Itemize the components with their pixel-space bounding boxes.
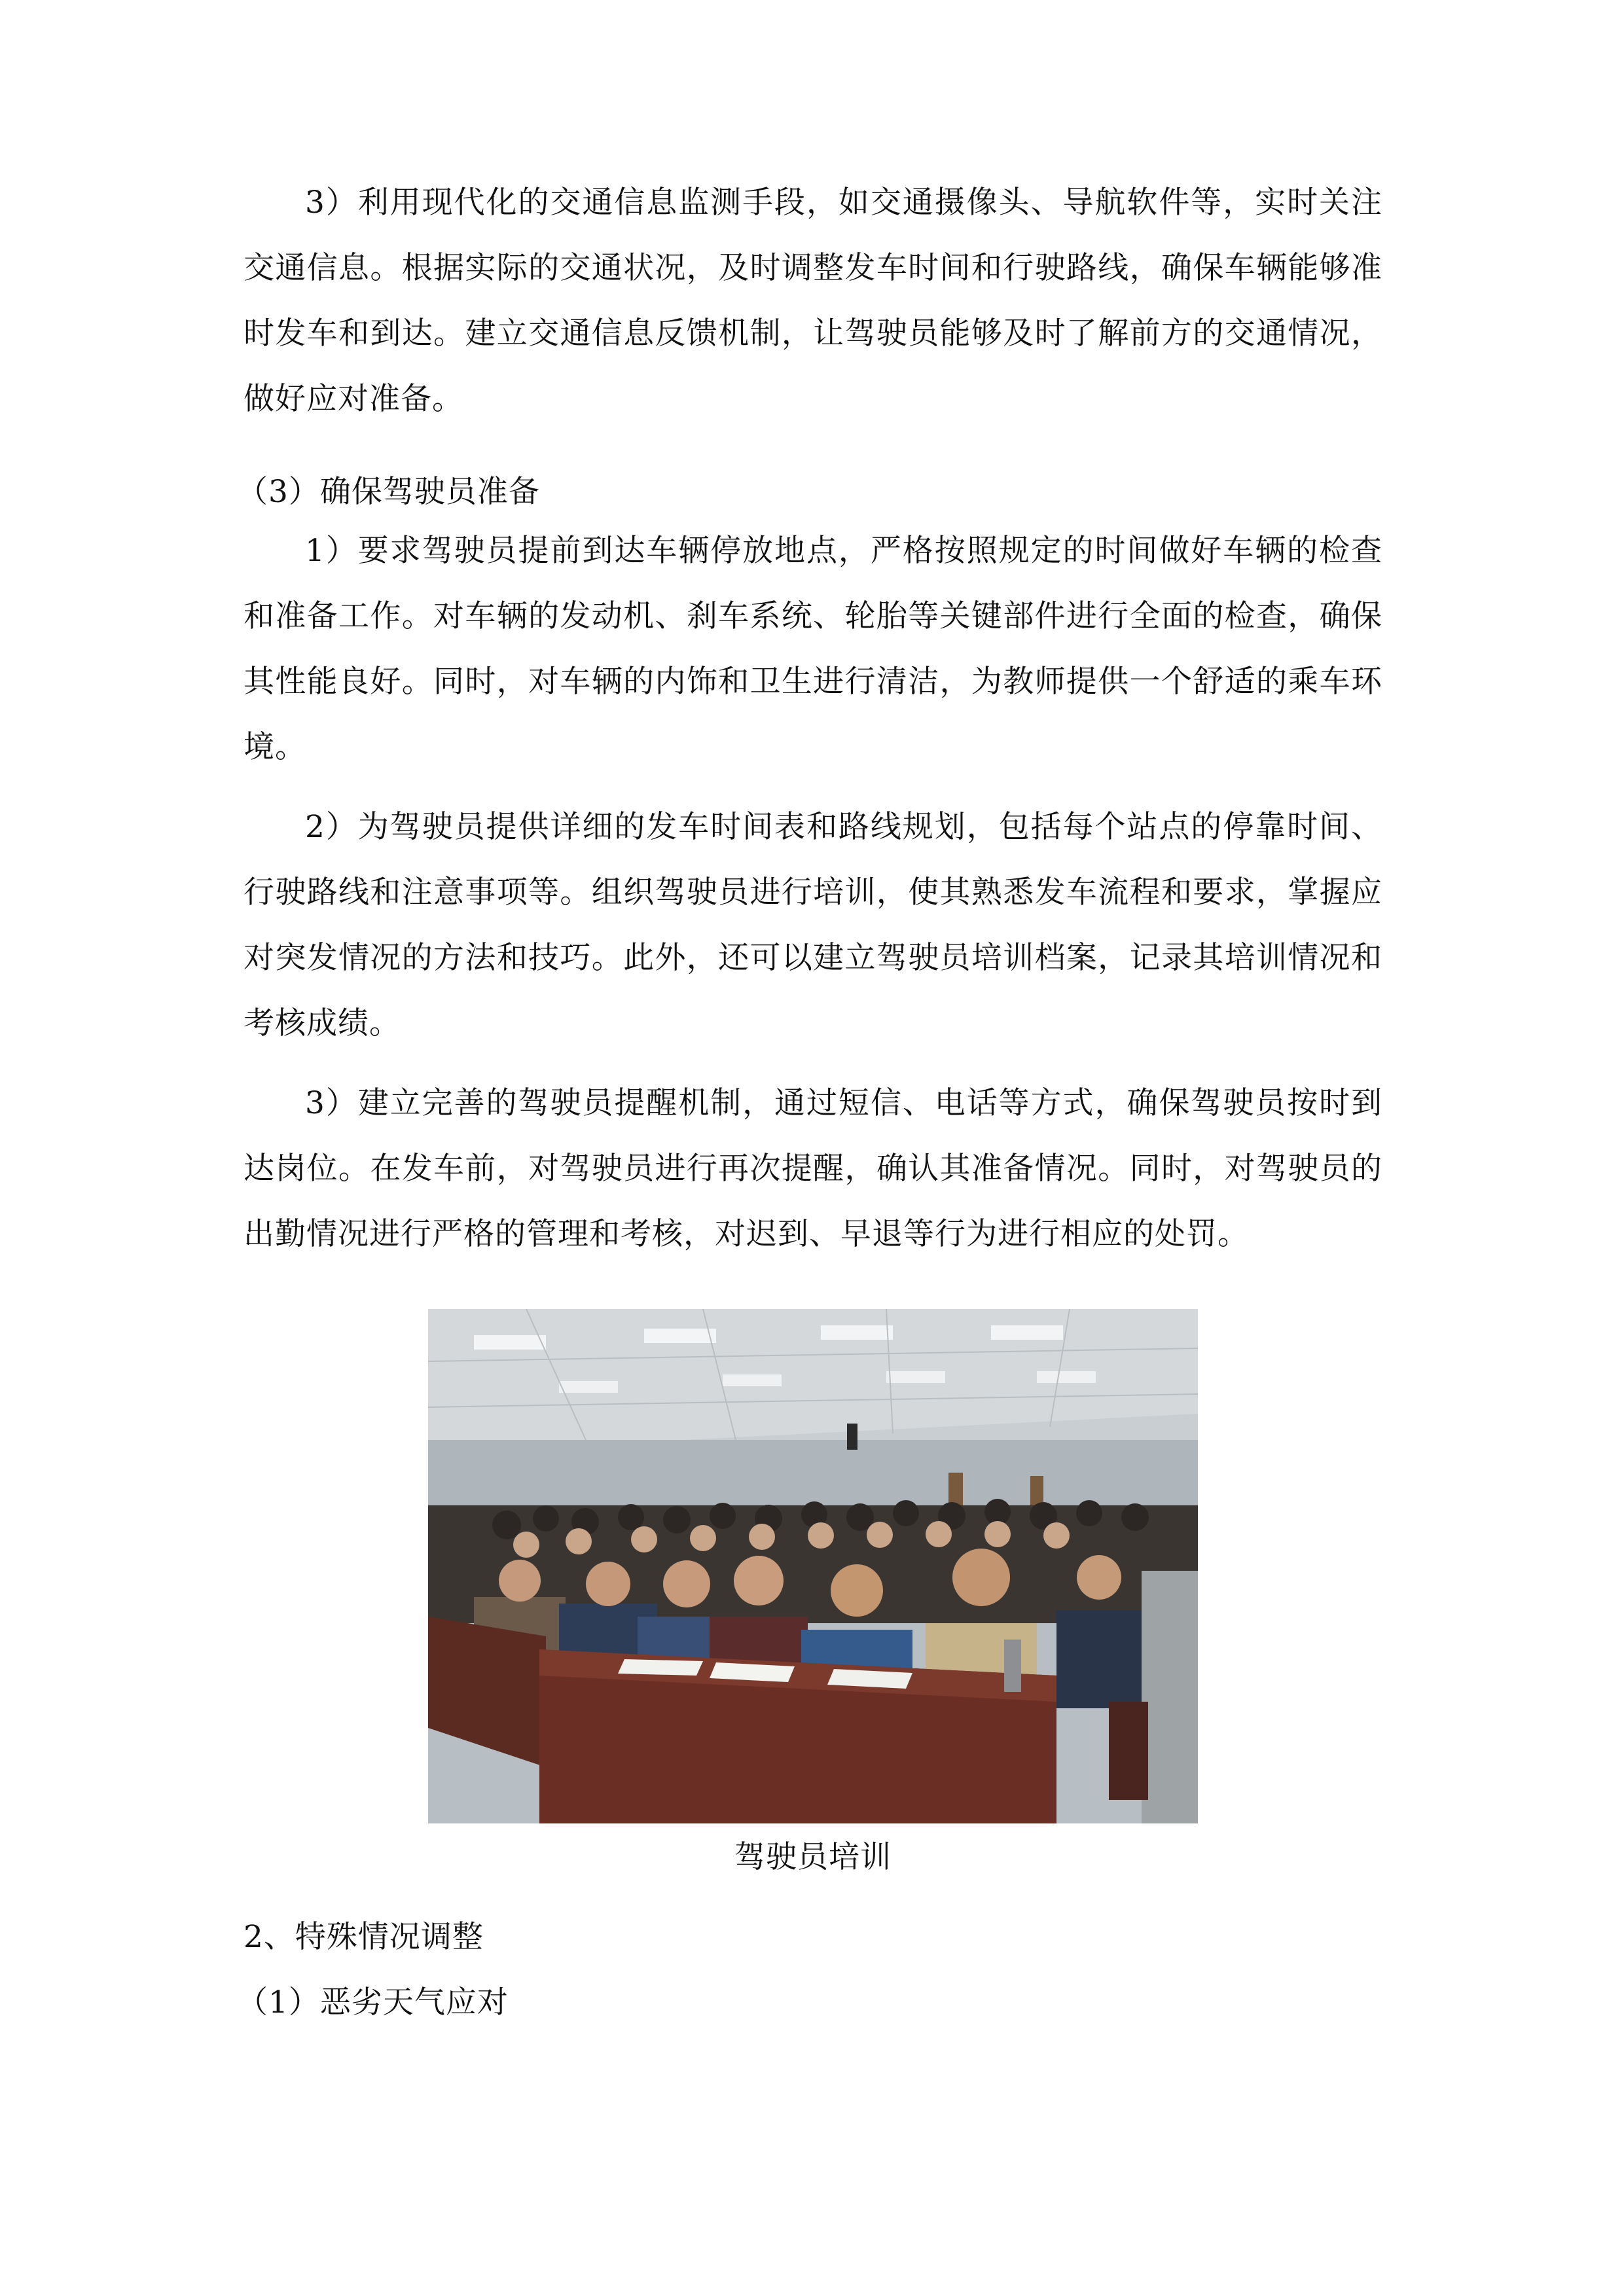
paragraph-vehicle-inspection: 1）要求驾驶员提前到达车辆停放地点，严格按照规定的时间做好车辆的检查和准备工作。对车辆的发动机、刹车系统、轮胎等关键部件进行全面的检查，确保其性能良好。同时，对车辆的内饰和卫生进行清洁，为教师提供一个舒适的乘车环境。 bbox=[244, 533, 1382, 765]
figure-caption: 驾驶员培训 bbox=[734, 1839, 892, 1875]
section-heading-bad-weather: （1）恶劣天气应对 bbox=[237, 1984, 509, 2020]
driver-training-photo bbox=[428, 1309, 1198, 1823]
section-heading-driver-preparation: （3）确保驾驶员准备 bbox=[237, 474, 540, 510]
training-room-illustration bbox=[428, 1309, 1198, 1823]
paragraph-driver-reminder: 3）建立完善的驾驶员提醒机制，通过短信、电话等方式，确保驾驶员按时到达岗位。在发车前，对驾驶员进行再次提醒，确认其准备情况。同时，对驾驶员的出勤情况进行严格的管理和考核，对迟到、早退等行为进行相应的处罚。 bbox=[244, 1085, 1382, 1252]
paragraph-driver-schedule-training: 2）为驾驶员提供详细的发车时间表和路线规划，包括每个站点的停靠时间、行驶路线和注意事项等。组织驾驶员进行培训，使其熟悉发车流程和要求，掌握应对突发情况的方法和技巧。此外，还可以建立驾驶员培训档案，记录其培训情况和考核成绩。 bbox=[244, 809, 1382, 1041]
paragraph-traffic-monitoring: 3）利用现代化的交通信息监测手段，如交通摄像头、导航软件等，实时关注交通信息。根据实际的交通状况，及时调整发车时间和行驶路线，确保车辆能够准时发车和到达。建立交通信息反馈机制，让驾驶员能够及时了解前方的交通情况，做好应对准备。 bbox=[244, 185, 1382, 417]
section-heading-special-situations: 2、特殊情况调整 bbox=[244, 1919, 484, 1955]
